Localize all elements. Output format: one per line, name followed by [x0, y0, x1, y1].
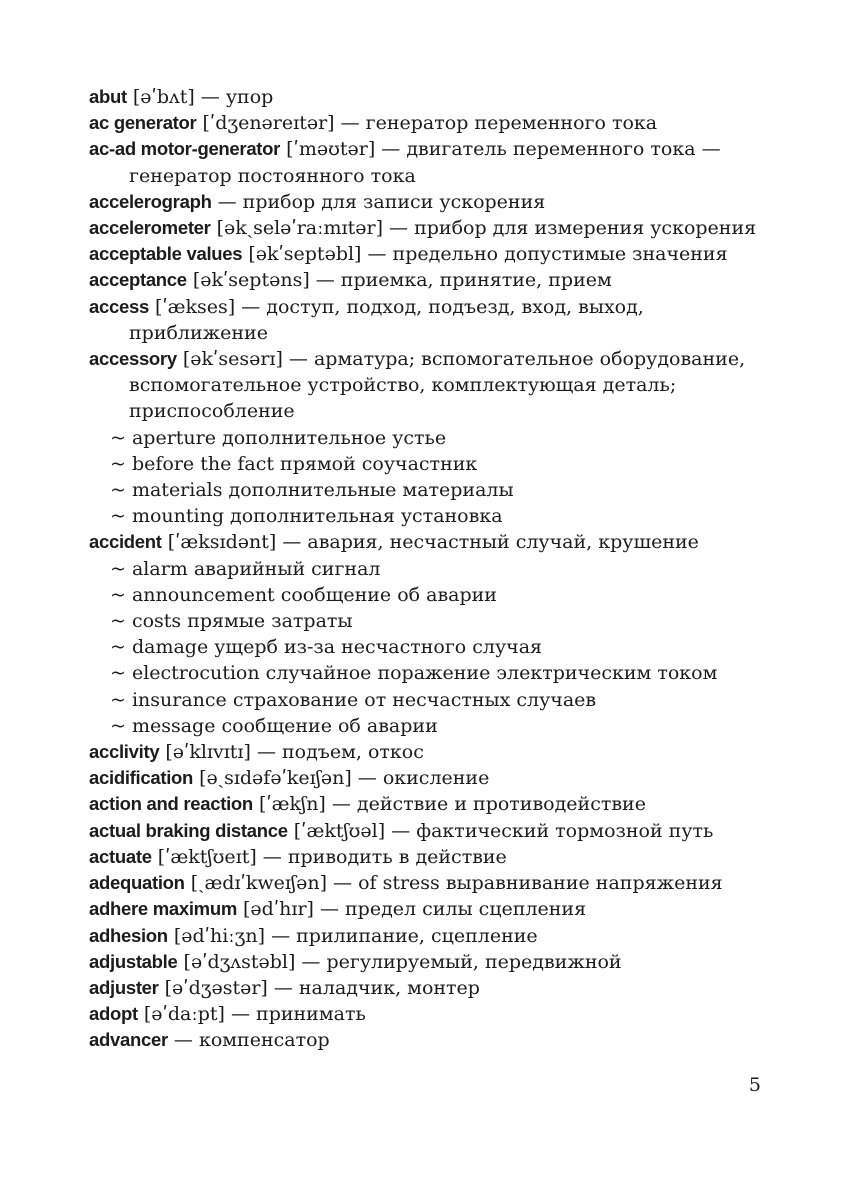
entry-definition: — компенсатор	[167, 1029, 330, 1052]
dictionary-entry	[89, 189, 809, 215]
entry-headword: accident	[89, 531, 162, 553]
entry-headword: actual braking distance	[89, 819, 288, 841]
sub-entry: ~ aperture дополнительное устье	[110, 426, 447, 449]
entry-definition: [əʹklɪvɪtɪ] — подъем, откос	[159, 741, 424, 764]
entry-headword: accelerometer	[89, 217, 211, 239]
sub-entry: ~ materials дополнительные материалы	[110, 479, 514, 502]
entry-definition: [ədʹhɪr] — предел силы сцепления	[236, 898, 587, 921]
entry-definition: [ʹæksɪdənt] — авария, несчастный случай, крушение	[161, 531, 699, 554]
entry-headword: accessory	[89, 348, 177, 370]
dictionary-entry	[89, 791, 809, 817]
entry-headword: adjuster	[89, 976, 159, 998]
sub-entry: ~ electrocution случайное поражение электрическим током	[110, 662, 718, 685]
entry-definition: [əkʹseptəbl] — предельно допустимые значения	[242, 243, 728, 266]
entry-continuation: вспомогательное устройство, комплектующая деталь;	[129, 374, 677, 397]
entry-definition: [əkʹsesərɪ] — арматура; вспомогательное оборудование,	[176, 348, 746, 371]
entry-headword: action and reaction	[89, 793, 253, 815]
entry-headword: acidification	[89, 767, 194, 789]
dictionary-entry	[89, 896, 809, 922]
entry-definition: [əʹdaːpt] — принимать	[137, 1003, 366, 1026]
entry-continuation: генератор постоянного тока	[129, 164, 416, 187]
entry-headword: abut	[89, 86, 127, 107]
sub-entry: ~ announcement сообщение об аварии	[110, 583, 497, 606]
sub-entry: ~ before the fact прямой соучастник	[110, 452, 478, 475]
entry-headword: adhere maximum	[89, 898, 237, 920]
dictionary-entry	[89, 870, 809, 896]
entry-headword: adhesion	[89, 924, 168, 946]
dictionary-entry	[89, 294, 809, 320]
entry-definition: [ʹækʃn] — действие и противодействие	[252, 793, 646, 816]
entry-continuation: приспособление	[129, 400, 295, 423]
entry-headword: accelerograph	[89, 190, 212, 212]
entry-definition: [ˏædɪʹkweɪʃən] — of stress выравнивание напряжения	[184, 872, 723, 895]
entry-headword: ac generator	[89, 112, 197, 134]
entry-definition: [ʹæktʃʊəl] — фактический тормозной путь	[287, 819, 714, 842]
sub-entry: ~ mounting дополнительная установка	[110, 505, 503, 528]
entry-definition: [əkˏseləʹraːmɪtər] — прибор для измерения ускорения	[210, 217, 757, 240]
dictionary-entry	[89, 949, 809, 975]
dictionary-entry	[89, 136, 809, 162]
dictionary-entry	[89, 215, 809, 241]
sub-entry: ~ damage ущерб из-за несчастного случая	[110, 636, 543, 659]
dictionary-entry	[89, 84, 809, 110]
dictionary-entry	[89, 267, 809, 293]
dictionary-entry	[89, 529, 809, 555]
dictionary-entry	[89, 818, 809, 844]
dictionary-entry	[89, 975, 809, 1001]
entry-headword: ac-ad motor-generator	[89, 138, 281, 160]
entry-headword: acceptable values	[89, 243, 243, 265]
entry-headword: advancer	[89, 1029, 168, 1051]
dictionary-entry	[89, 346, 809, 372]
entry-definition: [ʹækses] — доступ, подход, подъезд, вход, выход,	[148, 295, 644, 318]
sub-entry: ~ message сообщение об аварии	[110, 714, 438, 737]
entry-definition: [əʹbʌt] — упор	[126, 86, 274, 108]
entry-continuation: приближение	[129, 321, 268, 344]
entry-definition: [ʹdʒenəreɪtər] — генератор переменного тока	[196, 112, 658, 135]
dictionary-entry	[89, 765, 809, 791]
entry-definition: [ʹæktʃʊeɪt] — приводить в действие	[151, 845, 507, 868]
dictionary-entry	[89, 923, 809, 949]
entry-definition: [ʹməʊtər] — двигатель переменного тока —	[280, 138, 721, 161]
entry-headword: adequation	[89, 872, 185, 894]
sub-entry: ~ insurance страхование от несчастных случаев	[110, 688, 597, 711]
entry-headword: actuate	[89, 845, 152, 867]
entry-definition: — прибор для записи ускорения	[211, 190, 546, 213]
entry-definition: [əkʹseptəns] — приемка, принятие, прием	[186, 269, 612, 292]
sub-entry: ~ alarm аварийный сигнал	[110, 557, 381, 580]
dictionary-entry	[89, 844, 809, 870]
entry-definition: [əʹdʒəstər] — наладчик, монтер	[158, 976, 480, 999]
dictionary-entry	[89, 110, 809, 136]
entry-headword: adjustable	[89, 950, 178, 972]
page-number: 5	[748, 1074, 761, 1096]
dictionary-page	[89, 84, 809, 1054]
entry-headword: access	[89, 295, 149, 317]
dictionary-entry	[89, 1001, 809, 1027]
dictionary-entry	[89, 1027, 809, 1053]
entry-definition: [əʹdʒʌstəbl] — регулируемый, передвижной	[177, 950, 622, 973]
entry-headword: acclivity	[89, 741, 160, 763]
entry-headword: acceptance	[89, 269, 187, 291]
entry-definition: [ədʹhiːʒn] — прилипание, сцепление	[167, 924, 538, 947]
entry-definition: [əˏsɪdəfəʹkeɪʃən] — окисление	[193, 767, 490, 790]
dictionary-entry	[89, 739, 809, 765]
sub-entry: ~ costs прямые затраты	[110, 610, 353, 633]
dictionary-entry	[89, 241, 809, 267]
entry-headword: adopt	[89, 1003, 138, 1025]
